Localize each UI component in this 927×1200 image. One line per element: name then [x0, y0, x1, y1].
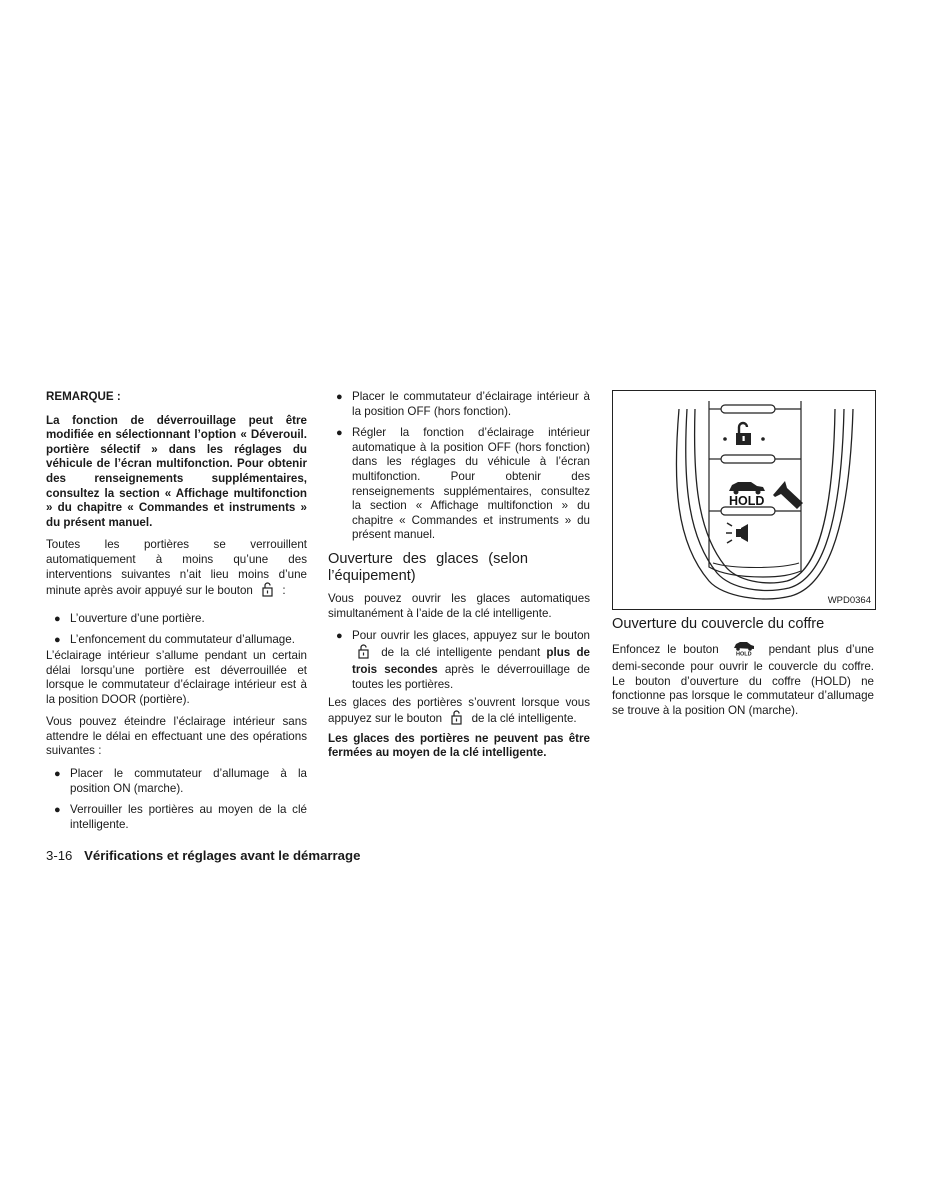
turn-off-options [46, 767, 307, 832]
bullet-icon: ● [54, 768, 61, 781]
bullet-icon: ● [54, 634, 61, 647]
bullet-icon: ● [54, 612, 61, 625]
auto-lock-paragraph [46, 538, 307, 601]
list-item: ● L’ouverture d’une portière. [54, 611, 205, 625]
column-1 [46, 390, 307, 839]
key-fob-figure [612, 390, 876, 610]
bullet-icon: ● [336, 427, 343, 440]
interior-light-paragraph: L’éclairage intérieur s’allume pendant un certain délai lorsqu’une portière est déverrouillée et lorsque le commutateur d’éclairage intérieur est à la position DOOR (portière). [46, 648, 307, 706]
auto-lock-conditions [46, 612, 307, 648]
bullet-icon: ● [336, 630, 343, 643]
page-footer [46, 848, 360, 864]
column-3 [612, 390, 874, 726]
bullet-icon: ● [54, 804, 61, 817]
list-item: ● Placer le commutateur d’éclairage intérieur à la position OFF (hors fonction). [336, 390, 590, 418]
column-2 [328, 390, 590, 769]
trunk-car-icon [732, 640, 756, 661]
chapter-title: Vérifications et réglages avant le démarrage [84, 848, 361, 863]
unlock-key-icon [358, 644, 369, 664]
trunk-paragraph: Enfoncez le bouton HOLD pendant plus d’une demi-seconde pour ouvrir le couvercle du coffre. Le bouton d’ouverture du coffre (HOLD) ne fonctionne pas lorsque le commutateur d’allumage se trouve à la position ON (marche). [612, 640, 874, 719]
trunk-icon-label: HOLD [735, 651, 752, 656]
unlock-key-icon [451, 710, 462, 730]
list-item: ● L’enfoncement du commutateur d’allumage. [54, 633, 295, 647]
list-item: ● Pour ouvrir les glaces, appuyez sur le bouton de la clé intelligente pendant plus de trois secondes après le déverrouillage de toutes les portières. [336, 629, 590, 691]
unlock-key-icon [262, 582, 273, 602]
figure-id: WPD0364 [827, 595, 871, 606]
bullet-icon: ● [336, 391, 343, 403]
list-item: ● Placer le commutateur d’allumage à la position ON (marche). [54, 767, 307, 795]
turn-off-paragraph: Vous pouvez éteindre l’éclairage intérieur sans attendre le délai en effectuant une des opérations suivantes : [46, 715, 307, 758]
remark-text: La fonction de déverrouillage peut être modifiée en sélectionnant l’option « Déverouil. portière sélectif » dans les réglages du véhicule de l’écran multifonction. Pour obtenir des renseignements supplémentaires, consultez la section « Affichage multifonction » du chapitre « Commandes et instruments » du présent manuel. [46, 413, 307, 529]
list-item: ● Régler la fonction d’éclairage intérieur automatique à la position OFF (hors fonction) dans les réglages du véhicule à l’écran multifonction. Pour obtenir des renseignements supplémentaires, consultez la section « Affichage multifonction » du chapitre « Commandes et instruments » du présent manuel. [336, 426, 590, 542]
list-item: ● Verrouiller les portières au moyen de la clé intelligente. [54, 803, 307, 831]
windows-section-title: Ouverture des glaces (selon l’équipement) [328, 550, 528, 585]
auto-lock-text: Toutes les portières se verrouillent automatiquement à moins qu’une des interventions suivantes n’ait lieu moins d’une minute après avoir appuyé sur le bouton [46, 538, 307, 598]
remark-heading: REMARQUE : [46, 390, 121, 403]
windows-paragraph: Vous pouvez ouvrir les glaces automatiques simultanément à l’aide de la clé intelligente. [328, 591, 590, 620]
auto-lock-suffix: : [282, 584, 286, 598]
windows-steps [328, 629, 590, 692]
trunk-section-title: Ouverture du couvercle du coffre [612, 616, 825, 632]
key-fob-illustration [613, 391, 875, 609]
turn-off-options-continued [328, 390, 590, 543]
page-number: 3-16 [46, 848, 73, 863]
windows-open-paragraph: Les glaces des portières s’ouvrent lorsque vous appuyez sur le bouton de la clé intelligente. [328, 696, 590, 730]
figure-hold-label: HOLD [729, 494, 765, 508]
windows-warning: Les glaces des portières ne peuvent pas être fermées au moyen de la clé intelligente. [328, 731, 590, 760]
